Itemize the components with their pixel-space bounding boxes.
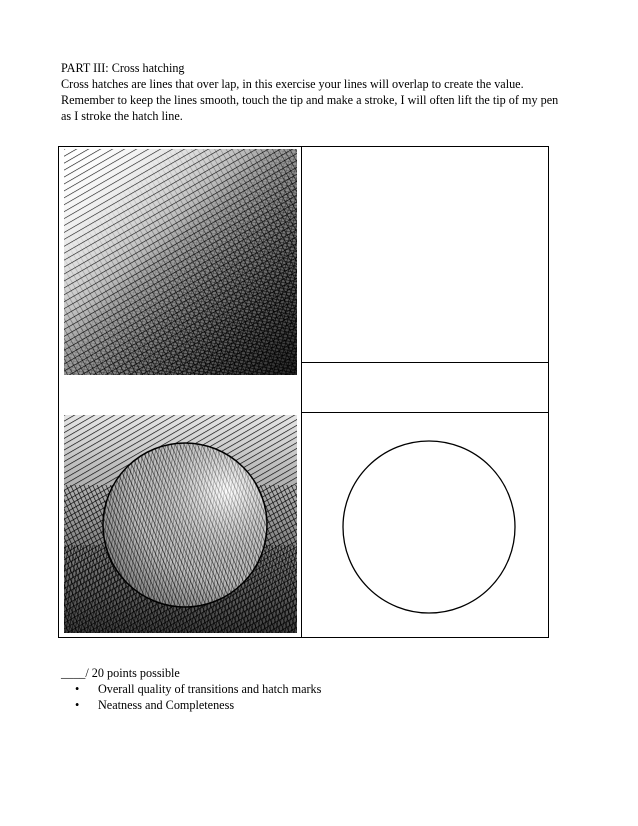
instruction-line-2: Remember to keep the lines smooth, touch the tip and make a stroke, I will often lift the tip of my pen [61, 93, 559, 107]
criterion-item [72, 697, 321, 713]
spacer-cell [301, 362, 549, 413]
cross-hatch-gradient-square [64, 149, 297, 375]
practice-circle-cell[interactable] [301, 412, 549, 638]
bullet-icon: • [75, 682, 80, 696]
cross-hatch-shaded-sphere [64, 415, 297, 633]
instructions [61, 60, 581, 124]
instruction-line-1: Cross hatches are lines that over lap, in this exercise your lines will overlap to create the value. [61, 77, 524, 91]
score-line: ____/ 20 points possible [61, 666, 180, 680]
sphere-hatch-drawing [64, 415, 297, 633]
criterion-text: Neatness and Completeness [98, 698, 235, 712]
bullet-icon: • [75, 698, 80, 712]
section-heading: PART III: Cross hatching [61, 61, 185, 75]
circle-outline-drawing [302, 413, 548, 637]
gradient-hatch-drawing [64, 149, 297, 375]
practice-square-cell[interactable] [301, 146, 549, 363]
criterion-text: Overall quality of transitions and hatch marks [98, 682, 322, 696]
example-cell [58, 146, 302, 638]
worksheet-table [58, 146, 549, 638]
grading-criteria [72, 681, 321, 713]
instruction-line-3: as I stroke the hatch line. [61, 109, 183, 123]
practice-circle-outline [343, 441, 515, 613]
criterion-item [72, 681, 321, 697]
